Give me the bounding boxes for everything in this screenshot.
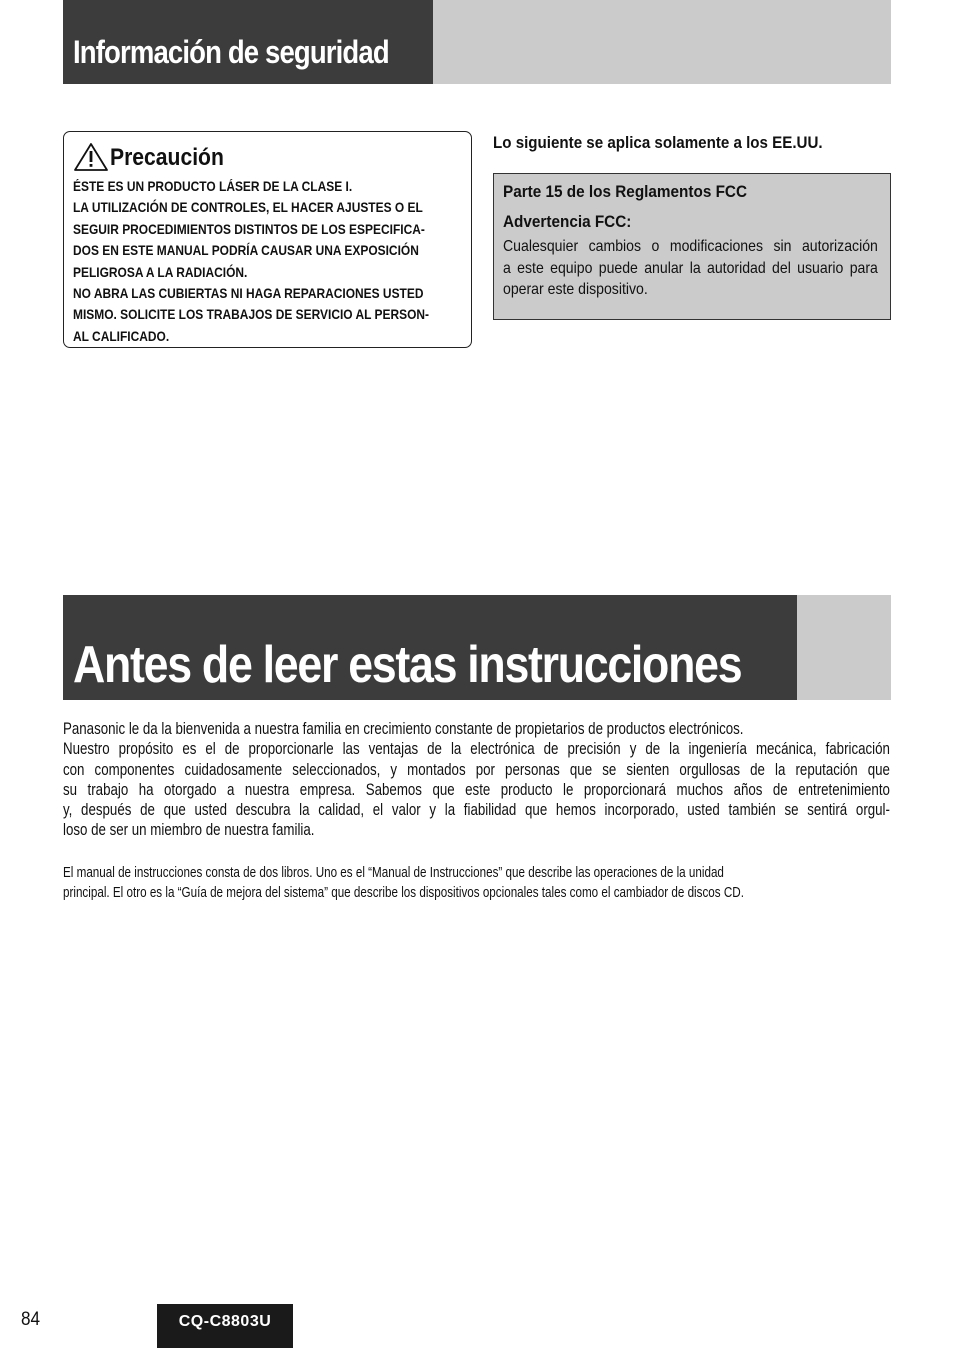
books-line: El manual de instrucciones consta de dos libros. Uno es el “Manual de Instrucciones” que describe las operaciones de la unidad [63, 865, 724, 881]
fcc-part-title: Parte 15 de los Reglamentos FCC [503, 182, 748, 201]
safety-section-title: Información de seguridad [73, 34, 389, 70]
caution-title: Precaución [110, 144, 224, 171]
safety-header-grey-band [433, 0, 891, 84]
fcc-line: Cualesquier cambios o modificaciones sin autorización [503, 238, 878, 255]
page-number: 84 [21, 1309, 41, 1330]
intro-line: su trabajo ha otorgado a nuestra empresa. Sabemos que este producto le proporcionará muchos años de entretenimiento [63, 780, 890, 799]
caution-line: AL CALIFICADO. [73, 328, 170, 344]
caution-line: LA UTILIZACIÓN DE CONTROLES, EL HACER AJUSTES O EL [73, 200, 423, 216]
caution-line: SEGUIR PROCEDIMIENTOS DISTINTOS DE LOS ESPECIFICA- [73, 221, 425, 237]
fcc-notice-box [493, 173, 891, 320]
us-only-note: Lo siguiente se aplica solamente a los EE.UU. [493, 133, 823, 152]
intro-line: loso de ser un miembro de nuestra familia. [63, 821, 315, 840]
fcc-line: operar este dispositivo. [503, 281, 648, 298]
intro-line: con componentes cuidadosamente seleccionados, y montados por personas que se sienten orgullosas de la reputación que [63, 760, 890, 779]
caution-line: MISMO. SOLICITE LOS TRABAJOS DE SERVICIO AL PERSON- [73, 307, 430, 323]
caution-line: NO ABRA LAS CUBIERTAS NI HAGA REPARACIONES USTED [73, 286, 424, 302]
before-section-title: Antes de leer estas instrucciones [73, 636, 742, 694]
safety-section-header [63, 0, 433, 84]
caution-line: PELIGROSA A LA RADIACIÓN. [73, 264, 248, 280]
fcc-line: a este equipo puede anular la autoridad del usuario para [503, 259, 878, 277]
caution-line: ÉSTE ES UN PRODUCTO LÁSER DE LA CLASE I. [73, 179, 353, 194]
books-line: principal. El otro es la “Guía de mejora del sistema” que describe los dispositivos opcionales tales como el cambiador de discos CD. [63, 885, 744, 901]
intro-paragraph [63, 719, 890, 841]
caution-text [73, 176, 460, 347]
caution-line: DOS EN ESTE MANUAL PODRÍA CAUSAR UNA EXPOSICIÓN [73, 243, 419, 259]
fcc-warning-text [503, 236, 878, 301]
intro-line: Nuestro propósito es el de proporcionarle las ventajas de la electrónica de precisión y de la ingeniería mecánica, fabricación [63, 740, 890, 759]
intro-line: Panasonic le da la bienvenida a nuestra familia en crecimiento constante de propietarios de productos electrónicos. [63, 720, 744, 738]
before-header-grey-band [797, 595, 891, 700]
before-section-header [63, 595, 797, 700]
intro-line: y, después de que usted descubra la calidad, el valor y la fiabilidad que hemos incorporado, usted también se sentirá orgul- [63, 801, 890, 820]
fcc-warning-title: Advertencia FCC: [503, 212, 632, 231]
model-badge [157, 1304, 293, 1348]
caution-box [63, 131, 472, 348]
model-label: CQ-C8803U [178, 1313, 272, 1330]
warning-triangle-icon [74, 142, 110, 172]
manual-books-paragraph [63, 863, 878, 903]
